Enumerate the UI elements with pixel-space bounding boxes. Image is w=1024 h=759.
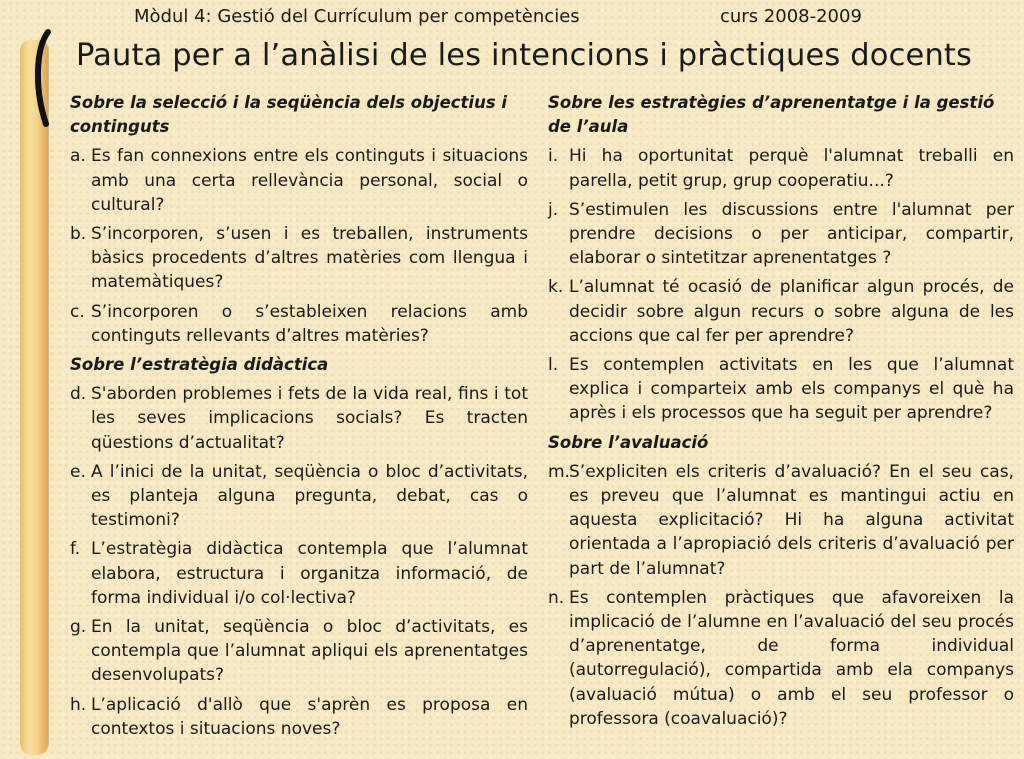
section-objectives — [70, 91, 528, 348]
list-item — [548, 275, 1014, 348]
list-item — [548, 353, 1014, 426]
item-letter: c. — [70, 301, 85, 322]
section-strategy — [70, 353, 528, 741]
list-item — [548, 144, 1014, 192]
item-letter: g. — [70, 617, 87, 638]
list-item — [70, 537, 528, 610]
list-item — [70, 382, 528, 455]
item-letter: a. — [70, 146, 86, 167]
item-text: S'aborden problemes i fets de la vida real, fins i tot les seves implicacions socials? Es tracten qüestions d’actualitat? — [91, 384, 528, 453]
list-item — [70, 615, 528, 688]
list-item — [70, 300, 528, 348]
item-text: Es contemplen activitats en les que l’alumnat explica i comparteix amb els companys el què ha après i els processos que ha seguit per aprendre? — [569, 355, 1014, 424]
item-letter: f. — [70, 539, 81, 560]
item-text: S’expliciten els criteris d’avaluació? En el seu cas, es preveu que l’alumnat es mantingui actiu en aquesta explicitació? Hi ha alguna activitat orientada a l’apropiació dels criteris d’avaluació per part de l’alumnat? — [569, 461, 1014, 579]
item-text: S’incorporen o s’estableixen relacions amb continguts rellevants d’altres matèries? — [91, 301, 528, 346]
left-column — [70, 91, 528, 746]
right-column — [548, 91, 1014, 736]
section-title: Sobre la selecció i la seqüència dels objectius i continguts — [70, 93, 508, 137]
list-item — [70, 693, 528, 741]
item-text: L’alumnat té ocasió de planificar algun procés, de decidir sobre algun recurs o sobre alguna de les accions que cal fer per aprendre? — [569, 277, 1014, 346]
item-text: S’incorporen, s’usen i es treballen, instruments bàsics procedents d’altres matèries com llengua i matemàtiques? — [91, 224, 528, 293]
section-learning-strategies — [548, 91, 1014, 426]
list-item — [70, 144, 528, 217]
list-item — [548, 198, 1014, 271]
item-letter: l. — [548, 355, 559, 376]
list-item — [70, 222, 528, 295]
item-text: S’estimulen les discussions entre l'alumnat per prendre decisions o per anticipar, compartir, elaborar o sintetitzar aprenentatges ? — [569, 199, 1014, 269]
list-item — [548, 586, 1014, 731]
item-letter: b. — [70, 224, 87, 245]
item-text: Hi ha oportunitat perquè l'alumnat treballi en parella, petit grup, grup cooperatiu...? — [569, 146, 1014, 191]
item-text: A l’inici de la unitat, seqüència o bloc d’activitats, es planteja alguna pregunta, debat, cas o testimoni? — [91, 461, 528, 531]
item-letter: i. — [548, 146, 559, 167]
list-item — [70, 460, 528, 533]
section-title: Sobre l’estratègia didàctica — [70, 355, 329, 375]
item-text: L’aplicació d'allò que s'aprèn es proposa en contextos i situacions noves? — [91, 694, 528, 739]
item-text: L’estratègia didàctica contempla que l’alumnat elabora, estructura i organitza informació, de forma individual i/o col·lectiva? — [91, 539, 528, 608]
scroll-curl-icon — [30, 28, 60, 128]
item-letter: h. — [70, 694, 87, 715]
item-letter: m. — [548, 461, 570, 482]
item-letter: d. — [70, 384, 87, 405]
header — [0, 6, 1024, 30]
section-title: Sobre l’avaluació — [548, 432, 709, 452]
item-letter: e. — [70, 461, 86, 482]
section-title: Sobre les estratègies d’aprenentatge i la gestió de l’aula — [548, 93, 995, 137]
item-text: En la unitat, seqüència o bloc d’activitats, es contempla que l’alumnat apliqui els aprenentatges desenvolupats? — [91, 617, 528, 686]
item-text: Es contemplen pràctiques que afavoreixen la implicació de l’alumne en l’avaluació del seu procés d’aprenentatge, de forma individual (autorregulació), compartida amb ela companys (avaluació mútua) o amb el seu professor o professora (coavaluació)? — [569, 587, 1014, 729]
item-letter: n. — [548, 587, 565, 608]
item-letter: k. — [548, 277, 564, 298]
list-item — [548, 460, 1014, 581]
module-label: Mòdul 4: Gestió del Currículum per competències — [134, 6, 580, 27]
page-title: Pauta per a l’anàlisi de les intencions i pràctiques docents — [76, 38, 973, 73]
decorative-scroll — [20, 40, 48, 755]
course-label: curs 2008-2009 — [720, 6, 862, 27]
item-letter: j. — [548, 199, 559, 220]
item-text: Es fan connexions entre els continguts i situacions amb una certa rellevància personal, social o cultural? — [91, 146, 528, 215]
section-assessment — [548, 431, 1014, 731]
